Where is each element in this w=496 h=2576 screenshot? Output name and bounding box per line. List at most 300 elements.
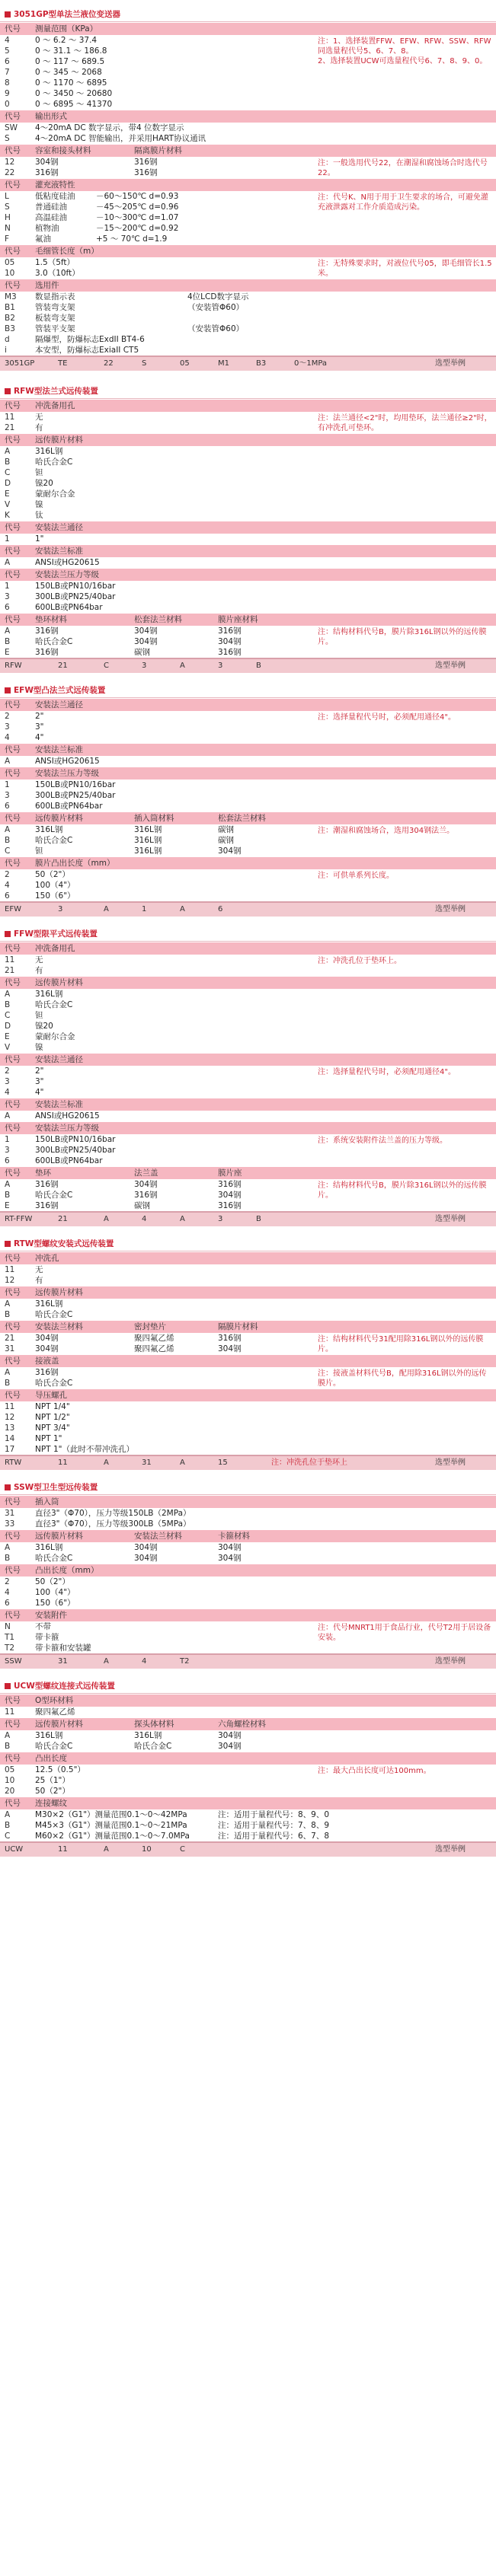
row-list [0,1179,318,1211]
example-code: 3 [58,905,63,913]
header-desc: 接液盖 [35,1357,59,1366]
table-header [0,811,496,824]
example-code: 22 [104,359,114,368]
header-code: 代号 [5,146,21,155]
table-header [0,568,496,581]
header-desc: 远传膜片材料 [35,1532,83,1541]
row-code: 11 [5,1265,15,1274]
row-desc: 聚四氟乙烯 [35,1707,75,1717]
row-code: E [5,1201,10,1210]
row-code: 2 [5,1577,10,1586]
table-row [0,457,496,467]
header-desc: 安装法兰标准 [35,745,83,754]
row-code: 4 [5,1588,10,1597]
row-list [0,1264,496,1286]
row-code: S [5,134,10,143]
row-col3: 316钢 [134,1191,158,1200]
table-row [0,334,496,345]
row-code: 0 [5,100,10,109]
row-desc: 有 [35,1276,43,1285]
example-code: 1 [142,905,147,913]
row-desc: 钽 [35,468,43,477]
header-code: 代号 [5,745,21,754]
row-desc: 哈氏合金C [35,1379,73,1388]
row-list [0,557,496,568]
row-list [0,1577,496,1608]
row-desc: 本安型，防爆标志ExiaII CT5 [35,346,139,355]
row-desc: NPT 1/2" [35,1413,70,1422]
example-code: 21 [58,662,68,670]
table-row [0,99,318,110]
header-desc: 选用件 [35,281,59,290]
row-code: 12 [5,1413,15,1422]
row-col3: －60～150℃ d=0.93 [96,192,179,201]
header-col4: 松套法兰材料 [218,814,266,823]
row-code: 31 [5,1344,15,1353]
row-code: 4 [5,733,10,742]
section-title-text: FFW型限平式远传装置 [14,929,98,939]
row-note: 注：接液盖材料代号B，配用除316L钢以外的远传膜片。 [318,1369,487,1388]
section-title [0,1679,496,1694]
table-header [0,856,496,869]
header-code: 代号 [5,615,21,624]
header-code: 代号 [5,547,21,556]
row-desc: 600LB或PN64bar [35,603,103,612]
row-desc: 镍 [35,1043,43,1052]
row-desc: 钽 [35,1011,43,1020]
header-desc: 安装法兰通径 [35,1055,83,1064]
row-desc: 4～20mA DC 智能输出，并采用HART协议通讯 [35,134,206,143]
row-col4: 316钢 [218,648,242,657]
section-title [0,384,496,399]
header-desc: 毛细管长度（m） [35,247,99,256]
row-code: N [5,1622,11,1631]
header-desc: 安装附件 [35,1611,67,1620]
row-note: 注：结构材料代号31配用除316L钢以外的远传膜片。 [318,1335,484,1353]
header-code: 代号 [5,401,21,410]
table-row [0,1820,496,1831]
row-desc: 镍20 [35,1022,53,1031]
table-row [0,1264,496,1275]
row-group [0,1577,496,1608]
table-row [0,67,318,78]
row-desc: 150（6"） [35,891,75,901]
header-code: 代号 [5,978,21,987]
example-code: 3 [218,1215,223,1223]
row-col3: 316L钢 [134,1731,162,1740]
table-row [0,732,318,743]
row-code: A [5,990,11,999]
example-label: 选型举例 [435,905,466,913]
row-code: 7 [5,68,10,77]
row-desc: 低粘度硅油 [35,192,75,201]
row-list [0,824,318,856]
row-group [0,412,496,433]
table-row [0,1087,318,1098]
header-col3: 插入筒材料 [134,814,174,823]
header-col4: 六角螺栓材料 [218,1720,266,1729]
row-desc: 直径3"（Φ70），压力等级150LB（2MPa） [35,1509,191,1518]
example-code: 3051GP [5,359,35,368]
header-code: 代号 [5,1288,21,1297]
table-row [0,1275,496,1286]
table-row [0,133,496,144]
row-group [0,1621,496,1653]
row-desc: 直径3"（Φ70），压力等级300LB（5MPa） [35,1519,191,1529]
table-row [0,1344,318,1354]
table-row [0,268,318,279]
table-row [0,1587,496,1598]
row-code: A [5,1810,11,1819]
row-code: 14 [5,1434,15,1443]
table-header [0,1717,496,1730]
table-row [0,88,318,99]
example-code: A [104,1845,109,1854]
row-list [0,989,496,1053]
header-desc: O型环材料 [35,1696,74,1705]
table-header [0,1320,496,1333]
row-code: 4 [5,881,10,890]
row-group [0,1401,496,1455]
row-desc: 316L钢 [35,825,63,834]
header-desc: 安装法兰通径 [35,523,83,532]
row-list [0,779,496,811]
row-code: B [5,1310,11,1319]
table-row [0,989,496,999]
row-desc: 蒙耐尔合金 [35,489,75,499]
section-title [0,1481,496,1495]
row-desc: 哈氏合金C [35,637,73,646]
example-code: 11 [58,1845,68,1854]
table-row [0,1299,496,1309]
example-code: 6 [218,905,223,913]
row-desc: 12.5（0.5"） [35,1765,85,1774]
row-list [0,292,496,355]
example-code: A [180,1459,185,1467]
row-list [0,1730,496,1752]
row-desc: 普通硅油 [35,202,67,212]
row-code: 11 [5,955,15,964]
example-code: RT-FFW [5,1215,33,1223]
row-code: 10 [5,269,15,278]
table-header [0,244,496,257]
table-row [0,1066,318,1076]
header-desc: 安装法兰压力等级 [35,1124,99,1133]
header-desc: 远传膜片材料 [35,1288,83,1297]
selection-example [0,901,496,917]
row-desc: ANSI或HG20615 [35,757,100,766]
table-row [0,1200,318,1211]
header-desc: 冲洗备用孔 [35,401,75,410]
table-row [0,56,318,67]
header-desc: 垫环材料 [35,615,67,624]
table-row [0,157,318,167]
header-desc: 安装法兰标准 [35,1100,83,1109]
row-desc: 有 [35,423,43,432]
row-code: 11 [5,1402,15,1411]
section-title [0,684,496,698]
row-desc: 高温硅油 [35,213,67,222]
row-desc: 哈氏合金C [35,457,73,467]
table-header [0,178,496,191]
example-code: SSW [5,1657,22,1666]
row-desc: 304钢 [35,1344,59,1353]
example-code: 15 [218,1459,228,1467]
table-header [0,544,496,557]
row-note: 注：结构材料代号B，膜片除316L钢以外的远传膜片。 [318,628,487,646]
row-list [0,412,318,433]
header-col4: 卡箍材料 [218,1532,250,1541]
row-col4: 316钢 [218,1180,242,1189]
section-marker-icon [5,11,11,18]
row-code: C [5,468,11,477]
row-code: C [5,846,11,856]
header-desc: 远传膜片材料 [35,814,83,823]
row-code: 2 [5,870,10,879]
section-marker-icon [5,388,11,394]
table-row [0,1423,496,1433]
header-col3: 松套法兰材料 [134,615,182,624]
row-code: C [5,1011,11,1020]
row-desc: ANSI或HG20615 [35,1111,100,1121]
row-code: E [5,648,10,657]
row-code: 5 [5,46,10,56]
row-group [0,1134,496,1166]
row-code: 31 [5,1509,15,1518]
row-code: B [5,836,11,845]
header-desc: 冲洗备用孔 [35,944,75,953]
row-code: 33 [5,1519,15,1529]
row-group [0,1765,496,1797]
spacer [0,0,496,8]
example-code: A [104,1215,109,1223]
table-header [0,1098,496,1111]
section-title-text: EFW型凸法兰式远传装置 [14,686,106,695]
row-desc: 150（6"） [35,1599,75,1608]
example-code: 4 [142,1657,147,1666]
row-group [0,1367,496,1388]
table-row [0,1179,318,1190]
row-list [0,1299,496,1320]
header-desc: 输出形式 [35,112,67,121]
header-code: 代号 [5,1100,21,1109]
row-list [0,123,496,144]
row-desc: 氟油 [35,234,51,244]
row-col3: +5 ～ 70℃ d=1.9 [96,234,168,244]
row-group [0,955,496,976]
table-row [0,647,318,658]
row-desc: 316L钢 [35,1731,63,1740]
table-header [0,1495,496,1508]
table-header [0,698,496,711]
example-code: B [256,1215,261,1223]
table-row [0,35,318,46]
selection-example [0,1653,496,1669]
header-desc: 凸出长度 [35,1754,67,1763]
row-list [0,756,496,767]
row-note: 注：代号MNRT1用于食品行业，代号T2用于居设备安装。 [318,1624,491,1642]
table-row [0,234,318,244]
table-header [0,521,496,534]
row-group [0,157,496,178]
table-row [0,722,318,732]
row-desc: 316钢 [35,1201,59,1210]
row-group [0,626,496,658]
row-col4: 304钢 [218,1742,242,1751]
row-list [0,1707,496,1717]
table-row [0,510,496,521]
row-list [0,1401,496,1455]
row-col4: 304钢 [218,846,242,856]
row-desc: M45×3（G1"）测量范围0.1～0～21MPa [35,1821,187,1830]
row-code: 21 [5,966,15,975]
row-col3: 注：适用于量程代号：7、8、9 [218,1821,330,1830]
row-code: 1 [5,780,10,789]
row-desc: 钽 [35,846,43,856]
table-row [0,602,496,613]
table-header [0,1388,496,1401]
row-code: i [5,346,7,355]
selection-example [0,658,496,673]
table-row [0,1190,318,1200]
table-row [0,1786,318,1797]
table-row [0,835,318,846]
header-code: 代号 [5,1322,21,1331]
table-row [0,1031,496,1042]
table-row [0,467,496,478]
row-group [0,292,496,355]
row-group [0,557,496,568]
row-list [0,157,318,178]
header-code: 代号 [5,1720,21,1729]
selection-example [0,1455,496,1470]
table-row [0,46,318,56]
table-row [0,1632,318,1643]
row-desc: 钛 [35,511,43,520]
row-code: V [5,500,11,509]
row-desc: 304钢 [35,1334,59,1343]
row-desc: M30×2（G1"）测量范围0.1～0～42MPa [35,1810,187,1819]
row-desc: 不带 [35,1622,51,1631]
header-code: 代号 [5,1566,21,1575]
table-row [0,1809,496,1820]
table-row [0,846,318,856]
example-code: 31 [58,1657,68,1666]
row-desc: 0 ～ 31.1 ～ 186.8 [35,46,107,56]
row-note: 注：1、选择装置FFW、EFW、RFW、SSW、RFW同选量程代号5、6、7、8。 2、选择装置UCW可选量程代号6、7、8、9、0。 [318,37,491,65]
table-row [0,1021,496,1031]
row-list [0,1367,318,1388]
table-row [0,123,496,133]
row-col3: 304钢 [134,1554,158,1563]
row-code: 6 [5,1599,10,1608]
row-code: 3 [5,722,10,732]
table-row [0,1519,496,1529]
row-desc: 300LB或PN25/40bar [35,592,116,601]
row-code: A [5,1299,11,1309]
example-code: 11 [58,1459,68,1467]
row-desc: 无 [35,413,43,422]
row-code: d [5,335,10,344]
row-group [0,1299,496,1320]
example-code: C [180,1845,185,1854]
row-code: 2 [5,1066,10,1076]
row-desc: 隔爆型，防爆标志ExdII BT4-6 [35,335,145,344]
table-row [0,212,318,223]
header-code: 代号 [5,1357,21,1366]
row-code: 12 [5,1276,15,1285]
row-code: T2 [5,1643,15,1653]
section-title [0,927,496,942]
row-group [0,989,496,1053]
row-code: B [5,1000,11,1009]
row-code: B [5,1191,11,1200]
row-code: 9 [5,89,10,98]
table-header [0,144,496,157]
row-group [0,1809,496,1841]
table-row [0,1577,496,1587]
row-code: A [5,447,11,456]
table-header [0,1251,496,1264]
row-group [0,1264,496,1286]
table-row [0,711,318,722]
row-desc: 50（2"） [35,870,70,879]
row-col3: 316钢 [134,158,158,167]
table-row [0,756,496,767]
example-code: B3 [256,359,267,368]
row-list [0,191,318,244]
row-code: N [5,224,11,233]
row-desc: 316钢 [35,648,59,657]
table-row [0,313,496,324]
header-code: 代号 [5,1611,21,1620]
row-code: 4 [5,36,10,45]
row-group [0,257,496,279]
row-code: D [5,1022,11,1031]
row-code: 17 [5,1445,15,1454]
table-row [0,965,318,976]
row-col3: 注：适用于量程代号：6、7、8 [218,1832,330,1841]
row-col3: 聚四氟乙烯 [134,1344,174,1353]
table-row [0,167,318,178]
row-desc: 2" [35,1066,44,1076]
row-col3: 316L钢 [134,825,162,834]
table-header [0,942,496,955]
row-code: A [5,1543,11,1552]
row-desc: 300LB或PN25/40bar [35,1146,116,1155]
row-group [0,869,496,901]
header-code: 代号 [5,1497,21,1506]
row-desc: 25（1"） [35,1776,70,1785]
row-col3: 316L钢 [134,836,162,845]
row-desc: 316钢 [35,168,59,177]
row-code: 05 [5,258,15,267]
row-group [0,1333,496,1354]
example-code: 31 [142,1459,152,1467]
spacer [0,673,496,684]
row-list [0,35,318,110]
row-list [0,1542,496,1564]
row-code: 21 [5,1334,15,1343]
row-code: A [5,825,11,834]
table-header [0,1286,496,1299]
table-header [0,976,496,989]
table-row [0,1444,496,1455]
row-note: 注：选择量程代号时，必须配用通径4"。 [318,1068,456,1076]
table-header [0,1608,496,1621]
row-code: SW [5,123,18,132]
row-desc: 管装弯支架 [35,303,75,312]
